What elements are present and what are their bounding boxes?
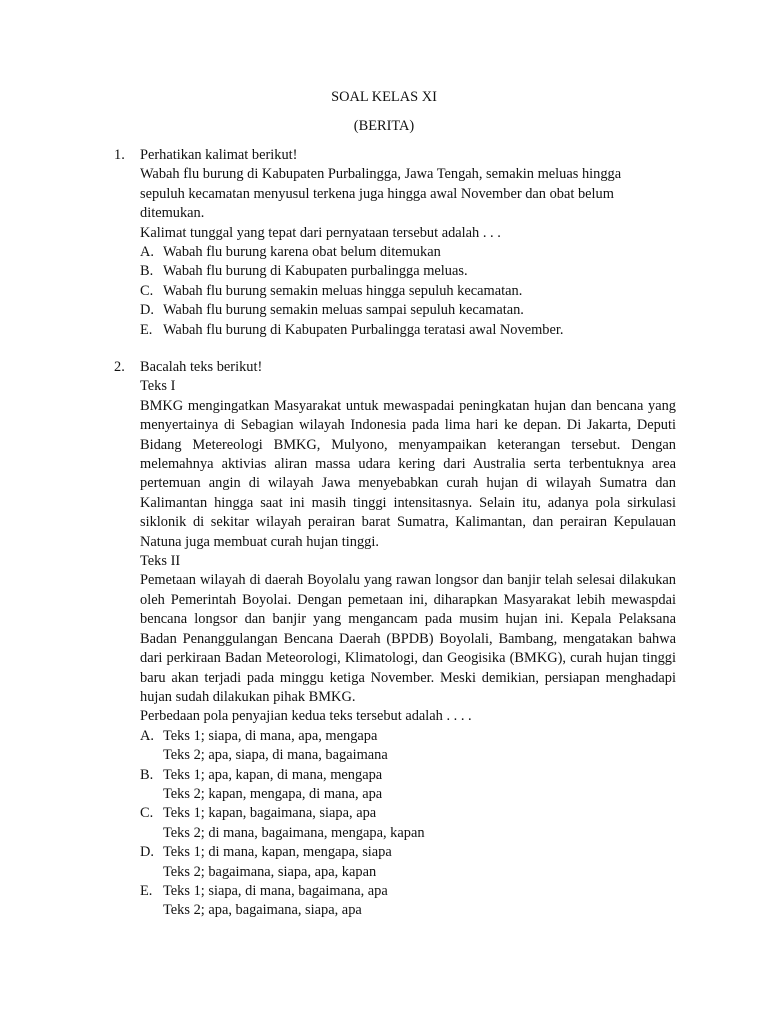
option-line-2: Teks 2; bagaimana, siapa, apa, kapan bbox=[163, 863, 377, 880]
option-letter: A. bbox=[140, 244, 154, 261]
option-letter: E. bbox=[140, 882, 153, 899]
question-2-prompt: Perbedaan pola penyajian kedua teks tersebut adalah . . . . bbox=[140, 708, 472, 725]
question-1-option-a[interactable] bbox=[140, 243, 676, 262]
option-line-2: Teks 2; di mana, bagaimana, mengapa, kapan bbox=[163, 824, 425, 841]
document-title: SOAL KELAS XI bbox=[331, 89, 437, 105]
option-text: Wabah flu burung karena obat belum ditemukan bbox=[163, 244, 441, 261]
question-1-option-b[interactable] bbox=[140, 262, 676, 281]
text-1-label: Teks I bbox=[140, 378, 176, 395]
option-line-1: Teks 1; siapa, di mana, apa, mengapa bbox=[163, 727, 378, 744]
text-2-passage: Pemetaan wilayah di daerah Boyolalu yang rawan longsor dan banjir telah selesai dilakukan oleh Pemerintah Boyolai. Dengan pemetaan ini, diharapkan Masyarakat lebih mewaspdai bencana longsor dan banjir yang mengancam pada musim hujan ini. Kepala Pelaksana Badan Penanggulangan Bencana Daerah (BPDB) Boyolali, Bambang, mengatakan bahwa dari perkiraan Badan Meteorologi, Klimatologi, dan Geogisika (BMKG), curah hujan tinggi baru akan terjadi pada minggu ketiga November. Meski demikian, persiapan menghadapi hujan sudah dilakukan pihak BMKG. bbox=[140, 572, 676, 705]
option-letter: E. bbox=[140, 321, 153, 338]
question-1-header bbox=[114, 146, 676, 165]
question-1 bbox=[114, 146, 676, 340]
question-2-option-d[interactable] bbox=[140, 843, 676, 882]
option-text: Wabah flu burung semakin meluas sampai sepuluh kecamatan. bbox=[163, 302, 524, 319]
option-letter: D. bbox=[140, 844, 154, 861]
question-2 bbox=[114, 358, 676, 921]
question-1-option-d[interactable] bbox=[140, 301, 676, 320]
option-line-1: Teks 1; siapa, di mana, bagaimana, apa bbox=[163, 882, 388, 899]
option-line-1: Teks 1; kapan, bagaimana, siapa, apa bbox=[163, 805, 377, 822]
option-text: Wabah flu burung di Kabupaten purbalingga meluas. bbox=[163, 263, 468, 280]
option-letter: B. bbox=[140, 766, 154, 783]
document-subtitle: (BERITA) bbox=[353, 118, 415, 134]
question-2-option-c[interactable] bbox=[140, 804, 676, 843]
option-letter: C. bbox=[140, 805, 154, 822]
question-2-option-a[interactable] bbox=[140, 727, 676, 766]
option-line-1: Teks 1; di mana, kapan, mengapa, siapa bbox=[163, 844, 392, 861]
question-1-instruction: Perhatikan kalimat berikut! bbox=[140, 147, 298, 163]
option-line-2: Teks 2; kapan, mengapa, di mana, apa bbox=[163, 785, 383, 802]
question-2-option-e[interactable] bbox=[140, 882, 676, 921]
question-1-number: 1. bbox=[114, 147, 125, 163]
question-2-number: 2. bbox=[114, 359, 125, 375]
option-text: Wabah flu burung di Kabupaten Purbalingga teratasi awal November. bbox=[163, 321, 564, 338]
option-letter: C. bbox=[140, 282, 154, 299]
question-1-prompt: Kalimat tunggal yang tepat dari pernyataan tersebut adalah . . . bbox=[140, 224, 501, 241]
option-letter: D. bbox=[140, 302, 154, 319]
option-line-1: Teks 1; apa, kapan, di mana, mengapa bbox=[163, 766, 383, 783]
question-2-option-b[interactable] bbox=[140, 766, 676, 805]
text-1-passage: BMKG mengingatkan Masyarakat untuk mewaspadai peningkatan hujan dan bencana yang menyertainya di Sebagian wilayah Indonesia pada lima hari ke depan. Di Jakarta, Deputi Bidang Metereologi BMKG, Mulyono, menyampaikan keterangan tersebut. Dengan melemahnya aktivias aliran massa udara kering dari Australia serta terbentuknya area pertemuan angin di wilayah Jawa menyebabkan curah hujan di wilayah Sumatra dan Kalimantan hingga saat ini masih tinggi intensitasnya. Selain itu, adanya pola sirkulasi siklonik di sekitar wilayah perairan barat Sumatra, Kalimantan, dan perairan Kepulauan Natuna juga membuat curah hujan tinggi. bbox=[140, 397, 676, 550]
text-2-label: Teks II bbox=[140, 553, 181, 570]
option-line-2: Teks 2; apa, bagaimana, siapa, apa bbox=[163, 902, 362, 919]
option-line-2: Teks 2; apa, siapa, di mana, bagaimana bbox=[163, 747, 388, 764]
option-letter: A. bbox=[140, 727, 154, 744]
question-1-option-c[interactable] bbox=[140, 282, 676, 301]
option-text: Wabah flu burung semakin meluas hingga sepuluh kecamatan. bbox=[163, 282, 523, 299]
option-letter: B. bbox=[140, 263, 154, 280]
question-2-header bbox=[114, 358, 676, 377]
question-1-passage: Wabah flu burung di Kabupaten Purbalingga, Jawa Tengah, semakin meluas hingga sepuluh kecamatan menyusul terkena juga hingga awal November dan obat belum ditemukan. bbox=[140, 166, 622, 222]
question-2-instruction: Bacalah teks berikut! bbox=[140, 359, 263, 375]
question-1-option-e[interactable] bbox=[140, 321, 676, 340]
